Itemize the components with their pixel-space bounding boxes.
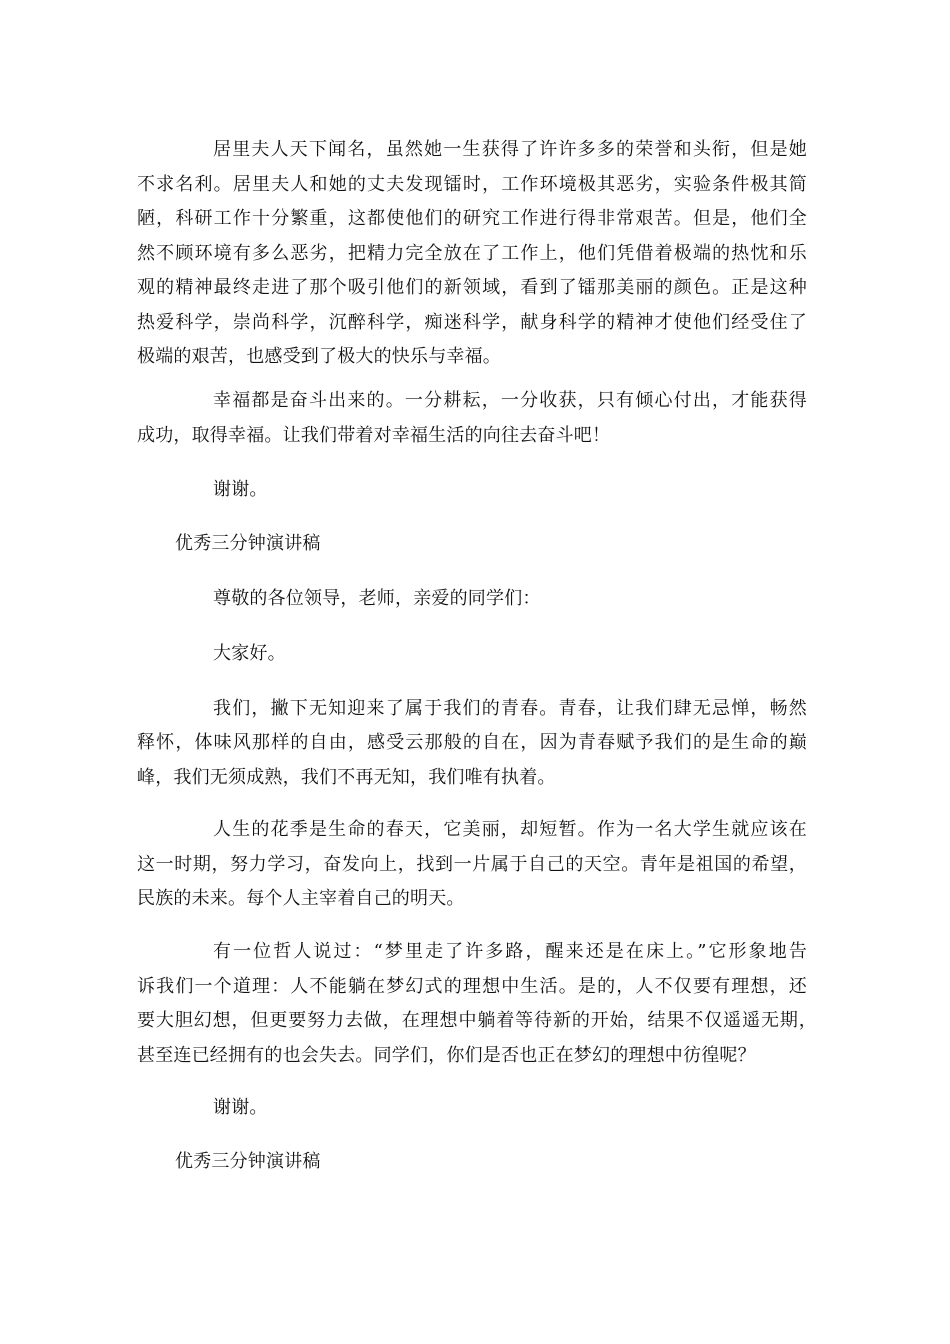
text-line: 极端的艰苦，也感受到了极大的快乐与幸福。	[137, 346, 501, 367]
section-heading: 优秀三分钟演讲稿	[175, 533, 321, 554]
text-line: 这一时期，努力学习，奋发向上，找到一片属于自己的天空。青年是祖国的希望，	[137, 854, 807, 875]
salutation: 尊敬的各位领导，老师，亲爱的同学们：	[213, 588, 541, 609]
text-line: 人生的花季是生命的春天，它美丽，却短暂。作为一名大学生就应该在	[213, 819, 807, 840]
closing-thanks: 谢谢。	[213, 479, 268, 500]
text-line: 观的精神最终走进了那个吸引他们的新领域，看到了镭那美丽的颜色。正是这种	[137, 277, 807, 298]
section-heading: 优秀三分钟演讲稿	[175, 1151, 321, 1172]
text-line: 幸福都是奋斗出来的。一分耕耘，一分收获，只有倾心付出，才能获得	[213, 390, 807, 411]
text-line: 然不顾环境有多么恶劣，把精力完全放在了工作上，他们凭借着极端的热忱和乐	[137, 243, 807, 264]
text-line: 要大胆幻想，但更要努力去做，在理想中躺着等待新的开始，结果不仅遥遥无期，	[137, 1010, 817, 1031]
text-line: 热爱科学，崇尚科学，沉醉科学，痴迷科学，献身科学的精神才使他们经受住了	[137, 312, 807, 333]
text-line: 陋，科研工作十分繁重，这都使他们的研究工作进行得非常艰苦。但是，他们全	[137, 208, 807, 229]
text-line: 诉我们一个道理：人不能躺在梦幻式的理想中生活。是的，人不仅要有理想，还	[137, 976, 807, 997]
text-line: 民族的未来。每个人主宰着自己的明天。	[137, 888, 465, 909]
text-line: 我们，撇下无知迎来了属于我们的青春。青春，让我们肆无忌惮，畅然	[213, 698, 807, 719]
text-line: 峰，我们无须成熟，我们不再无知，我们唯有执着。	[137, 767, 556, 788]
closing-thanks: 谢谢。	[213, 1097, 268, 1118]
text-line: 不求名利。居里夫人和她的丈夫发现镭时，工作环境极其恶劣，实验条件极其简	[137, 174, 807, 195]
text-line: 成功，取得幸福。让我们带着对幸福生活的向往去奋斗吧！	[137, 425, 611, 446]
greeting: 大家好。	[213, 643, 286, 664]
text-line: 有一位哲人说过：“梦里走了许多路，醒来还是在床上。”它形象地告	[213, 941, 807, 962]
text-line: 释怀，体味风那样的自由，感受云那般的自在，因为青春赋予我们的是生命的巅	[137, 732, 807, 753]
text-line: 甚至连已经拥有的也会失去。同学们，你们是否也正在梦幻的理想中彷徨呢？	[137, 1045, 756, 1066]
text-line: 居里夫人天下闻名，虽然她一生获得了许许多多的荣誉和头衔，但是她	[213, 139, 807, 160]
